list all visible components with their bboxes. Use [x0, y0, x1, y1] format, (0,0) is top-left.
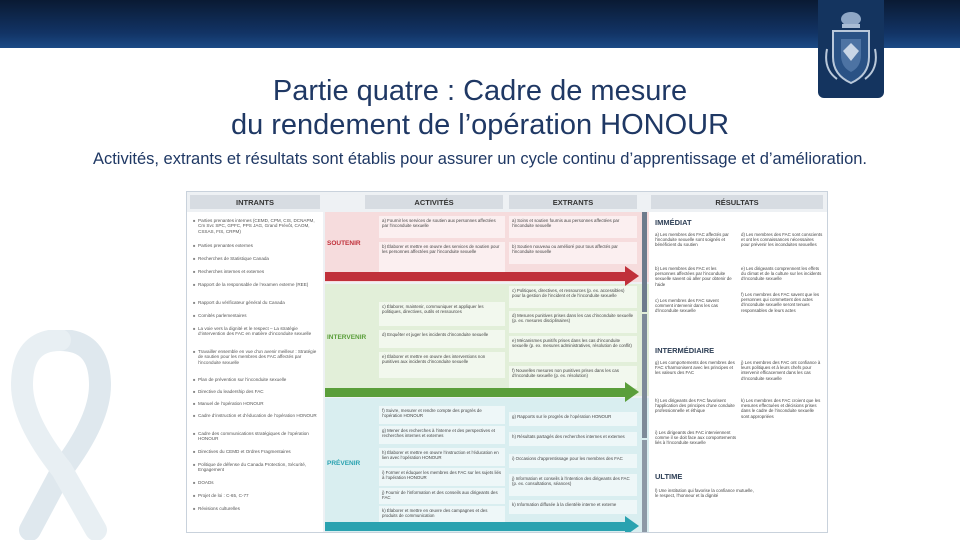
arrow-prevenir	[325, 522, 625, 531]
resultat-item: j) Les membres des FAC ont confiance à leurs politiques et à leurs chefs pour intervenir efficacement dans les cas d’inconduite sexuelle	[741, 360, 821, 381]
intrant-item: ■ Manuel de l’opération HONOUR	[193, 401, 321, 406]
arrow-head-soutenir	[625, 266, 639, 286]
resultat-item: b) Les membres des FAC et les personnes affectées par l’inconduite sexuelle savent où aller pour obtenir de l’aide	[655, 266, 732, 287]
intrant-item: ■ Cadre d’instruction et d’éducation de l’opération HONOUR	[193, 413, 321, 418]
extrant-cell: g) Rapports sur le progrès de l’opération HONOUR	[509, 412, 637, 426]
activite-cell: j) Fournir de l’information et des conseils aux dirigeants des FAC	[379, 488, 505, 504]
resultat-item: l) Une institution qui favorise la confiance mutuelle, le respect, l’honneur et la dignité	[655, 488, 754, 499]
arrow-intervenir	[325, 388, 625, 397]
awareness-ribbon-icon	[0, 330, 130, 540]
intrant-item: ■ Rapport du vérificateur général du Canada	[193, 300, 321, 305]
band-label-prevenir: PRÉVENIR	[327, 460, 361, 467]
resultat-item: g) Les comportements des membres des FAC s’harmonisent avec les principes et les valeurs des FAC	[655, 360, 735, 376]
extrant-cell: k) Information diffusée à la clientèle interne et externe	[509, 500, 637, 514]
page-subtitle: Activités, extrants et résultats sont établis pour assurer un cycle continu d’apprentissage et d’amélioration.	[92, 150, 868, 168]
intrant-item: ■ Plan de prévention sur l’inconduite sexuelle	[193, 377, 321, 382]
activite-cell: e) Élaborer et mettre en œuvre des interventions non punitives aux incidents d’inconduite sexuelle	[379, 352, 505, 378]
resultat-item: d) Les membres des FAC sont conscients et ont les connaissances nécessaires pour prévenir les inconduites sexuelles	[741, 232, 823, 248]
resultat-item: f) Les membres des FAC savent que les personnes qui commettent des actes d’inconduite sexuelle seront tenues responsables de leurs actes	[741, 292, 820, 313]
activite-cell: h) Élaborer et mettre en œuvre l’instruction et l’éducation en lien avec l’opération HONOUR	[379, 448, 505, 466]
activite-cell: g) Mener des recherches à l’interne et des perspectives et recherches internes et externes	[379, 426, 505, 444]
arrow-head-prevenir	[625, 516, 639, 533]
activite-cell: d) Enquêter et juger les incidents d’inconduite sexuelle	[379, 330, 505, 348]
resultats-immediat-heading: IMMÉDIAT	[655, 218, 692, 227]
resultat-item: k) Les membres des FAC croient que les mesures effectuées et décisions prises dans le cadre de l’inconduite sexuelle sont appropriées	[741, 398, 821, 419]
intrant-item: ■ Parties prenantes externes	[193, 243, 321, 248]
resultats-ultime-heading: ULTIME	[655, 472, 683, 481]
intrant-item: ■ Travailler ensemble en vue d’un avenir meilleur : Stratégie de soutien pour les membres des FAC affectés par l’inconduite sexuelle	[193, 349, 321, 365]
band-label-soutenir: SOUTENIR	[327, 240, 361, 247]
activite-cell: c) Élaborer, maintenir, communiquer et appliquer les politiques, directives, outils et ressources	[379, 302, 505, 326]
intrant-item: ■ Directives du CEMD et Ordres Fragmentaires	[193, 449, 321, 454]
extrant-cell: d) Mesures punitives prises dans les cas d’inconduite sexuelle (p. ex. mesures disciplinaires)	[509, 311, 637, 333]
arrow-head-intervenir	[625, 382, 639, 402]
intrant-item: ■ Recherches de Statistique Canada	[193, 256, 321, 261]
intrant-item: ■ DOADs	[193, 480, 321, 485]
crest-logo	[818, 0, 884, 98]
performance-framework-diagram	[186, 191, 828, 533]
resultats-intermediaire-heading: INTERMÉDIAIRE	[655, 346, 715, 355]
extrant-cell: e) Mécanismes punitifs prises dans les cas d’inconduite sexuelle (p. ex. mesures administratives, résolution de conflit)	[509, 336, 637, 362]
resultat-item: h) Les dirigeants des FAC favorisent l’application des principes d’une conduite professionnelle et éthique	[655, 398, 735, 414]
top-banner	[0, 0, 960, 48]
intrant-item: ■ La voie vers la dignité et le respect – La stratégie d’intervention des FAC en matière d’inconduite sexuelle	[193, 326, 321, 337]
activite-cell: i) Former et éduquer les membres des FAC sur les sujets liés à l’opération HONOUR	[379, 468, 505, 486]
intrant-item: ■ Révisions culturelles	[193, 506, 321, 511]
intrant-item: ■ Parties prenantes internes (CEMD, CPM, CIS, DCNAPM, Cm Svc SPC, GPFC, PPS JAG, Grand Prévôt, CAOM, CSSAS, FIS, CRPM)	[193, 218, 321, 234]
title-line-1: Partie quatre : Cadre de mesure	[272, 75, 688, 107]
intrant-item: ■ Projet de loi : C-65, C-77	[193, 493, 321, 498]
resultat-item: c) Les membres des FAC savent comment intervenir dans les cas d’inconduite sexuelle	[655, 298, 719, 314]
intrant-item: ■ Rapport de la responsable de l’examen externe (REE)	[193, 282, 321, 287]
activite-cell: k) Élaborer et mettre en œuvre des campagnes et des produits de communication	[379, 506, 505, 524]
intrant-item: ■ Cadre des communications stratégiques de l’opération HONOUR	[193, 431, 321, 442]
page-title	[140, 74, 820, 142]
header-intrants: INTRANTS	[190, 195, 320, 209]
intrant-item: ■ Directive du leadership des FAC	[193, 389, 321, 394]
extrant-cell: b) Soutien nouveau ou amélioré pour tous affectés par l’inconduite sexuelle	[509, 242, 637, 264]
arrow-soutenir	[325, 272, 625, 281]
extrant-cell: i) Occasions d’apprentissage pour les membres des FAC	[509, 454, 637, 468]
header-activites: ACTIVITÉS	[365, 195, 503, 209]
resultat-item: i) Les dirigeants des FAC interviennent comme il se doit face aux comportements liés à l’inconduite sexuelle	[655, 430, 737, 446]
title-line-2: du rendement de l’opération HONOUR	[230, 109, 730, 141]
results-bar-intermediaire	[642, 314, 647, 438]
header-extrants: EXTRANTS	[509, 195, 637, 209]
activite-cell: b) Élaborer et mettre en œuvre des services de soutien pour les personnes affectées par l’inconduite sexuelle	[379, 242, 505, 272]
extrant-cell: a) Soins et soutien fournis aux personnes affectées par l’inconduite sexuelle	[509, 216, 637, 238]
band-label-intervenir: INTERVENIR	[327, 334, 367, 341]
resultat-item: a) Les membres des FAC affectés par l’inconduite sexuelle sont soignés et bénéficient du soutien	[655, 232, 729, 248]
extrant-cell: j) Information et conseils à l’intention des dirigeants des FAC (p. ex. consultations, séances)	[509, 474, 637, 496]
intrant-item: ■ Recherches internes et externes	[193, 269, 321, 274]
extrant-cell: h) Résultats partagés des recherches internes et externes	[509, 432, 637, 446]
resultat-item: e) Les dirigeants comprennent les effets du climat et de la culture sur les incidents d’inconduite sexuelle	[741, 266, 822, 282]
activite-cell: a) Fournir les services de soutien aux personnes affectées par l’inconduite sexuelle	[379, 216, 505, 238]
results-bar-ultime	[642, 440, 647, 532]
extrant-cell: f) Nouvelles mesures non punitives prises dans les cas d’inconduite sexuelle (p. ex. résolution)	[509, 366, 637, 388]
activite-cell: f) Suivre, mesurer et rendre compte des progrès de l’opération HONOUR	[379, 406, 505, 424]
intrant-item: ■ Comités parlementaires	[193, 313, 321, 318]
intrants-column	[187, 212, 323, 532]
header-resultats: RÉSULTATS	[651, 195, 823, 209]
extrant-cell: c) Politiques, directives, et ressources (p. ex. accessibles) pour la gestion de l’incident et de l’inconduite sexuelle	[509, 286, 637, 308]
intrant-item: ■ Politique de défense du Canada Protection, Sécurité, Engagement	[193, 462, 321, 473]
results-bar-immediat	[642, 212, 647, 312]
